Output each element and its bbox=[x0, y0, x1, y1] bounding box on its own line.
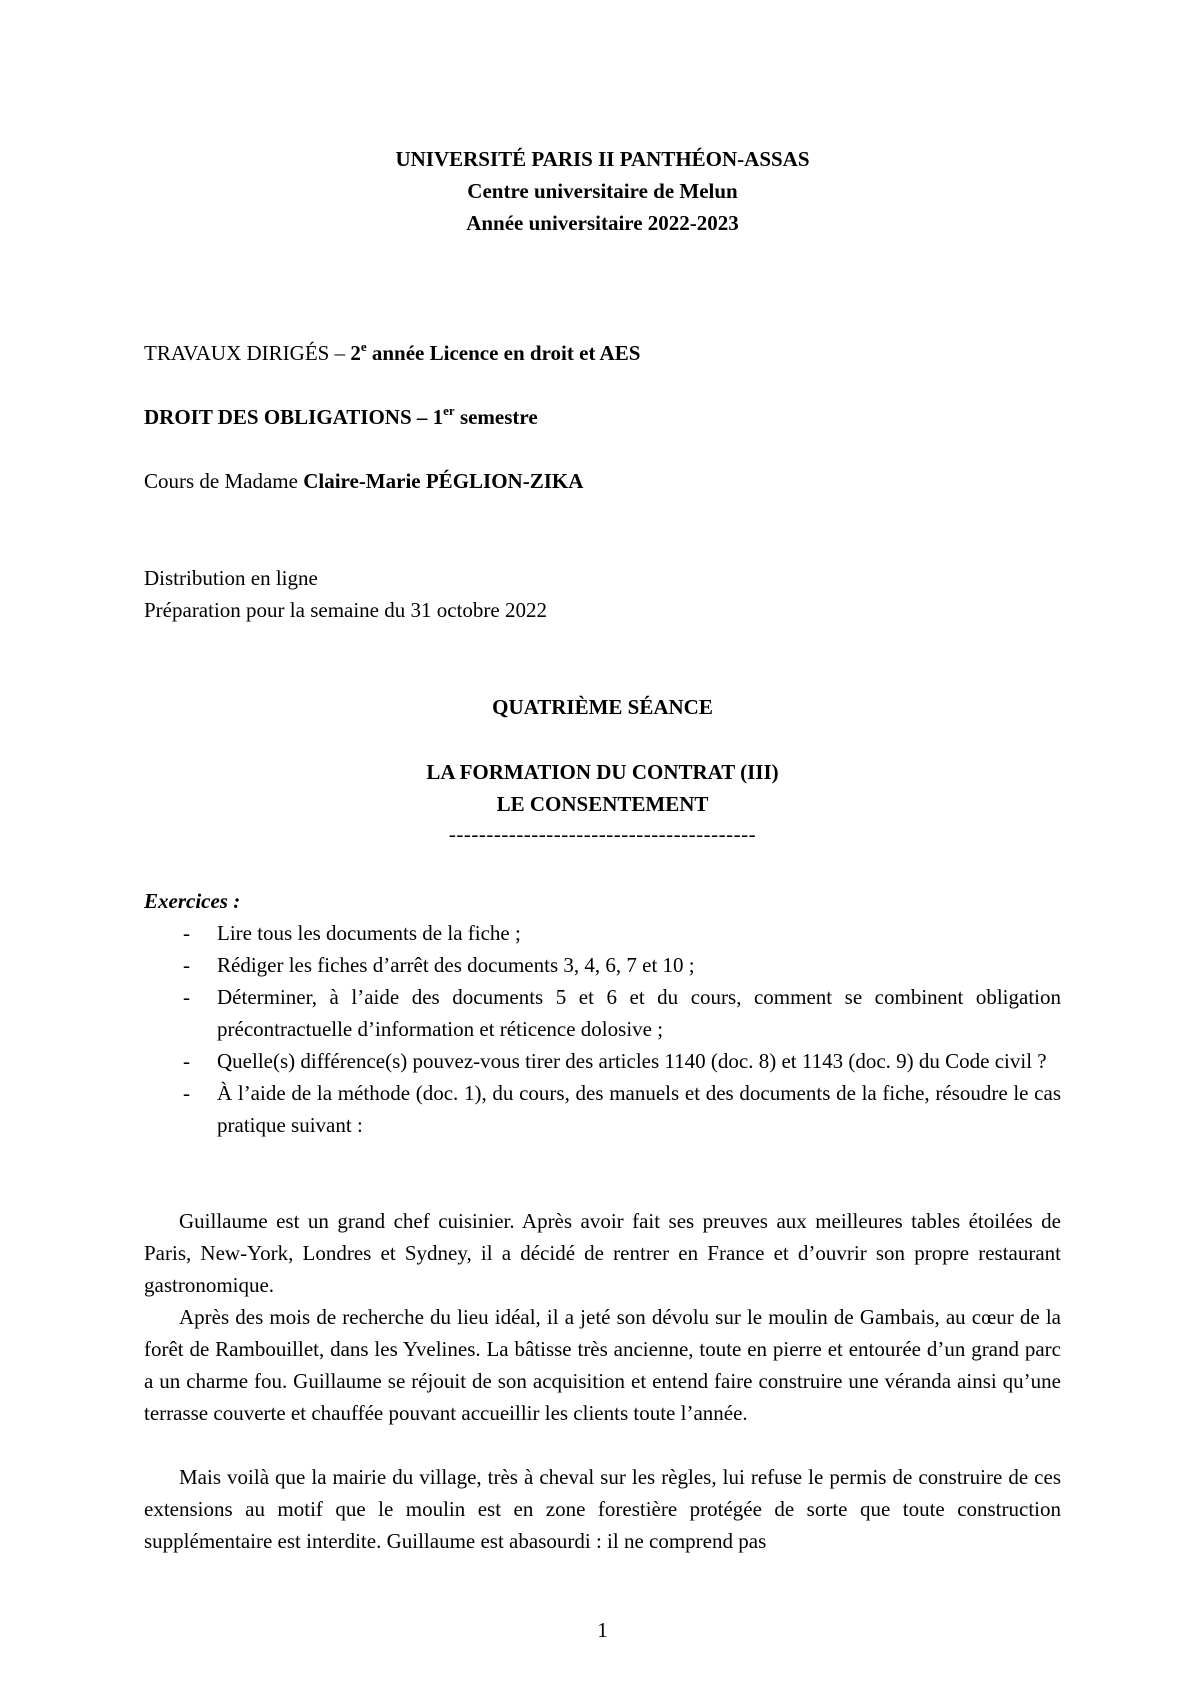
td-prefix: TRAVAUX DIRIGÉS – bbox=[144, 341, 351, 365]
list-item: - Déterminer, à l’aide des documents 5 et 6 et du cours, comment se combinent obligation précontractuelle d’information et réticence dolosive ; bbox=[183, 985, 1061, 1041]
centre-name: Centre universitaire de Melun bbox=[467, 179, 738, 203]
teacher-prefix: Cours de Madame bbox=[144, 469, 304, 493]
exercises-list bbox=[144, 917, 1061, 1141]
university-name: UNIVERSITÉ PARIS II PANTHÉON-ASSAS bbox=[395, 147, 810, 171]
list-item: - Rédiger les fiches d’arrêt des documents 3, 4, 6, 7 et 10 ; bbox=[183, 953, 695, 977]
td-num: 2 bbox=[350, 341, 361, 365]
case-paragraph-3: Mais voilà que la mairie du village, très à cheval sur les règles, lui refuse le permis de construire de ces extensions au motif que le moulin est en zone forestière protégée de sorte que toute construction supplémentaire est interdite. Guillaume est abasourdi : il ne comprend pas bbox=[144, 1465, 1061, 1553]
td-line bbox=[144, 337, 1061, 369]
subject-rest: semestre bbox=[454, 405, 538, 429]
topic-title-2: LE CONSENTEMENT bbox=[496, 792, 709, 816]
exercises-heading: Exercices : bbox=[144, 889, 241, 913]
topic-title-1: LA FORMATION DU CONTRAT (III) bbox=[426, 760, 779, 784]
separator: ----------------------------------------- bbox=[448, 822, 757, 846]
list-item: - Quelle(s) différence(s) pouvez-vous tirer des articles 1140 (doc. 8) et 1143 (doc. 9) du Code civil ? bbox=[183, 1049, 1047, 1073]
subject-line bbox=[144, 401, 1061, 433]
td-sup: e bbox=[360, 339, 367, 354]
teacher-line bbox=[144, 465, 1061, 497]
distribution-line: Distribution en ligne bbox=[144, 566, 318, 590]
case-paragraph-2: Après des mois de recherche du lieu idéal, il a jeté son dévolu sur le moulin de Gambais, au cœur de la forêt de Rambouillet, dans les Yvelines. La bâtisse très ancienne, toute en pierre et entourée d’un grand parc a un charme fou. Guillaume se réjouit de son acquisition et entend faire construire une véranda ainsi qu’une terrasse couverte et chauffée pouvant accueillir les clients toute l’année. bbox=[144, 1305, 1061, 1425]
preparation-line: Préparation pour la semaine du 31 octobre 2022 bbox=[144, 598, 547, 622]
td-rest: année Licence en droit et AES bbox=[366, 341, 641, 365]
subject-sup: er bbox=[443, 403, 455, 418]
academic-year: Année universitaire 2022-2023 bbox=[466, 211, 739, 235]
list-item: - À l’aide de la méthode (doc. 1), du cours, des manuels et des documents de la fiche, résoudre le cas pratique suivant : bbox=[183, 1081, 1061, 1137]
case-paragraph-1: Guillaume est un grand chef cuisinier. Après avoir fait ses preuves aux meilleures tables étoilées de Paris, New-York, Londres et Sydney, il a décidé de rentrer en France et d’ouvrir son propre restaurant gastronomique. bbox=[144, 1209, 1061, 1297]
list-item: - Lire tous les documents de la fiche ; bbox=[183, 921, 521, 945]
page-number: 1 bbox=[597, 1618, 608, 1642]
teacher-name: Claire-Marie PÉGLION-ZIKA bbox=[303, 469, 584, 493]
subject-main: DROIT DES OBLIGATIONS – 1 bbox=[144, 405, 444, 429]
session-title: QUATRIÈME SÉANCE bbox=[492, 695, 713, 719]
